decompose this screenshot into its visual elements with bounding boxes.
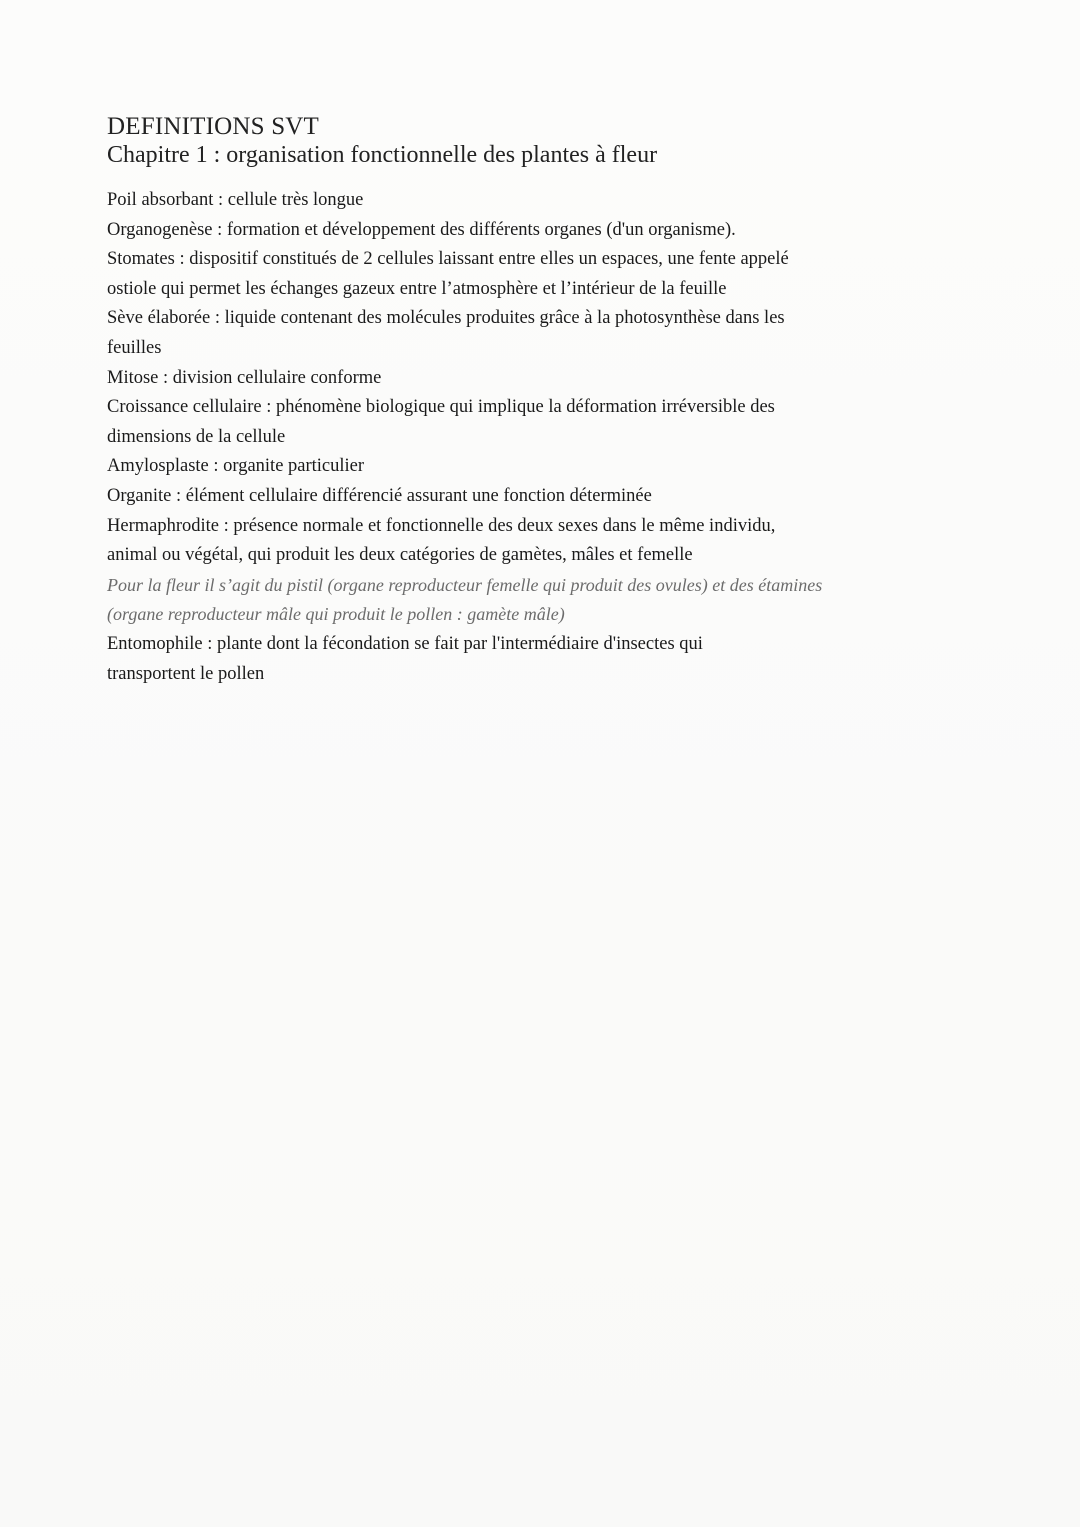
note-line: (organe reproducteur mâle qui produit le pollen : gamète mâle) — [107, 604, 565, 625]
definition-line: Hermaphrodite : présence normale et fonctionnelle des deux sexes dans le même individu, — [107, 515, 776, 536]
definition-line: Entomophile : plante dont la fécondation se fait par l'intermédiaire d'insectes qui — [107, 633, 703, 654]
note-line: Pour la fleur il s’agit du pistil (organe reproducteur femelle qui produit des ovules) et des étamines — [107, 574, 823, 595]
definition-line: Organite : élément cellulaire différencié assurant une fonction déterminée — [107, 485, 652, 506]
definition-line: Stomates : dispositif constitués de 2 cellules laissant entre elles un espaces, une fente appelé — [107, 249, 789, 270]
definitions-list — [107, 186, 980, 689]
definition-line: dimensions de la cellule — [107, 426, 286, 447]
definition-line: Organogenèse : formation et développement des différents organes (d'un organisme). — [107, 219, 736, 240]
definition-line: Croissance cellulaire : phénomène biologique qui implique la déformation irréversible des — [107, 397, 775, 418]
definition-line: Mitose : division cellulaire conforme — [107, 367, 382, 388]
definition-line: animal ou végétal, qui produit les deux catégories de gamètes, mâles et femelle — [107, 545, 693, 566]
definition-line: Amylosplaste : organite particulier — [107, 456, 365, 477]
document-title: DEFINITIONS SVT — [107, 113, 320, 140]
definition-line: ostiole qui permet les échanges gazeux entre l’atmosphère et l’intérieur de la feuille — [107, 278, 727, 299]
definition-line: Poil absorbant : cellule très longue — [107, 190, 364, 210]
definition-line: transportent le pollen — [107, 663, 265, 684]
definition-line: Sève élaborée : liquide contenant des molécules produites grâce à la photosynthèse dans les — [107, 308, 785, 329]
definition-line: feuilles — [107, 337, 162, 358]
chapter-title: Chapitre 1 : organisation fonctionnelle des plantes à fleur — [107, 142, 658, 168]
